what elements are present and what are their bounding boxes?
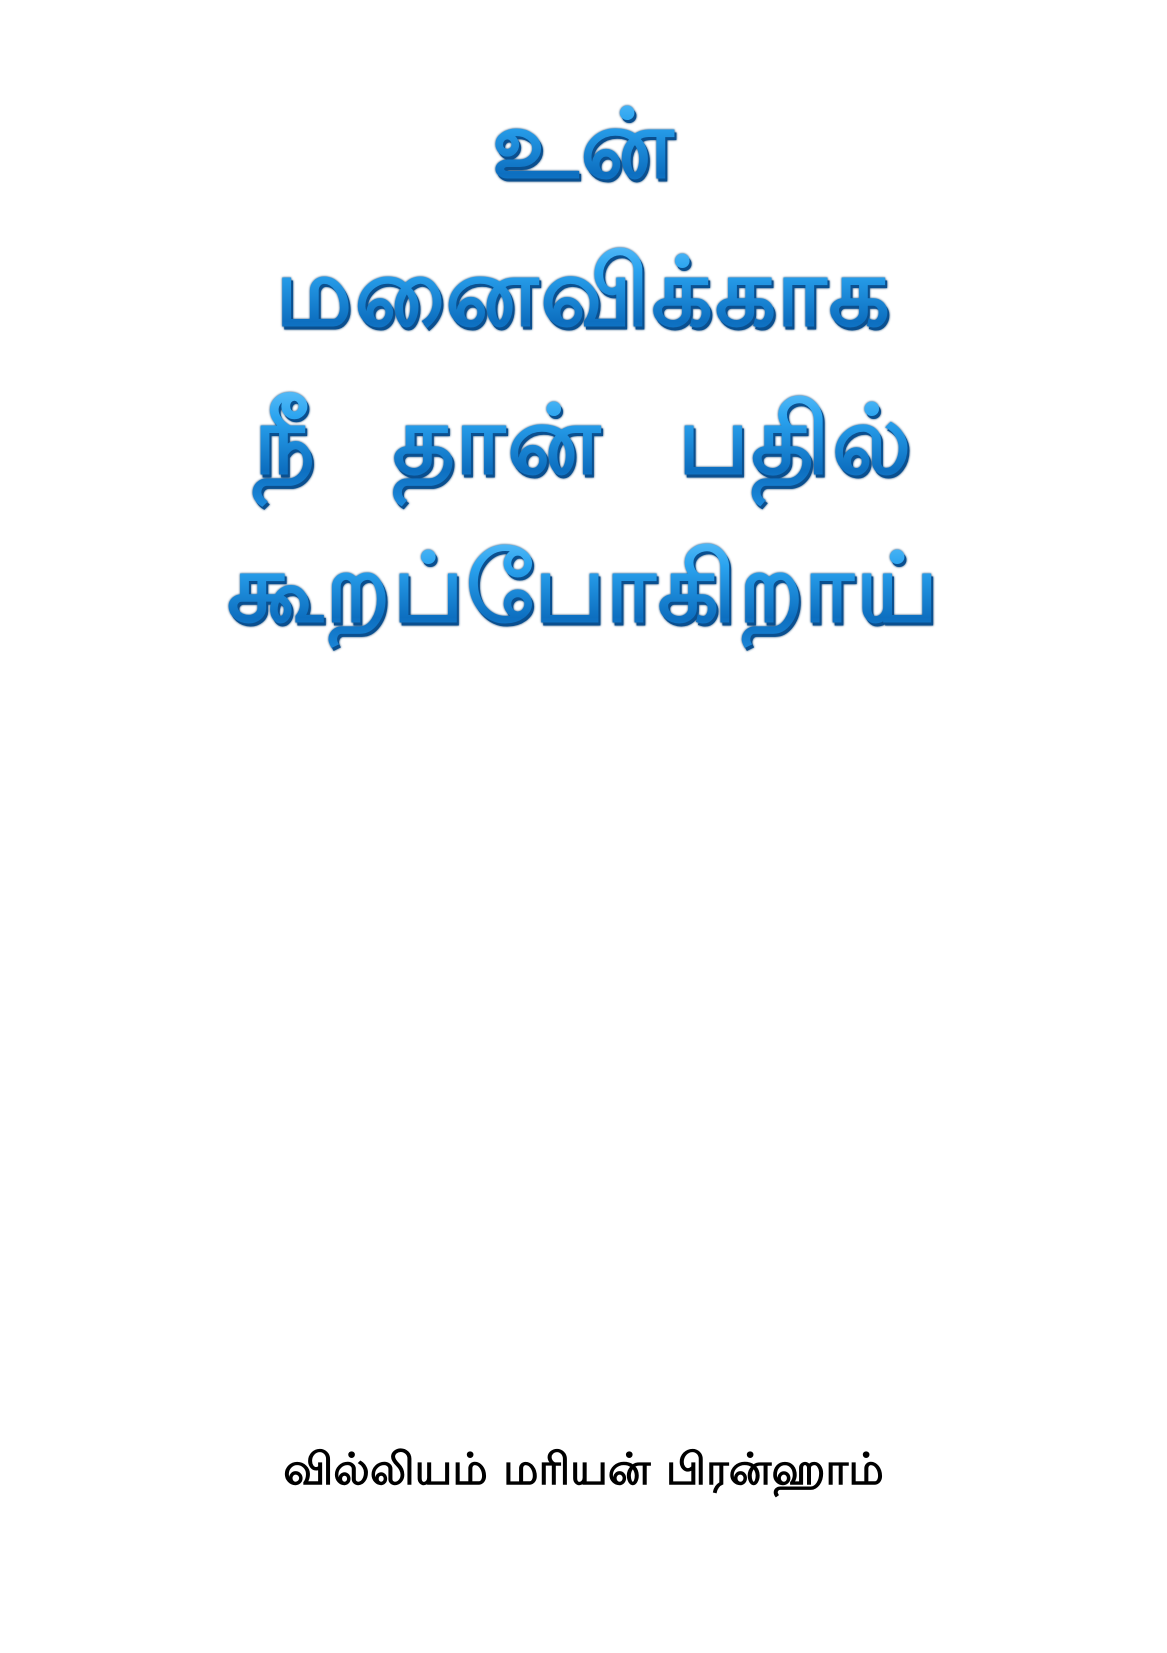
- author-name: வில்லியம் மரியன் பிரன்ஹாம்: [283, 1444, 884, 1495]
- title-line-3: நீ தான் பதில்: [0, 366, 1167, 514]
- title-line-1: உன்: [0, 70, 1167, 218]
- book-title: [0, 70, 1167, 662]
- title-line-2: மனைவிக்காக: [0, 218, 1167, 366]
- title-line-4: கூறப்போகிறாய்: [0, 514, 1167, 662]
